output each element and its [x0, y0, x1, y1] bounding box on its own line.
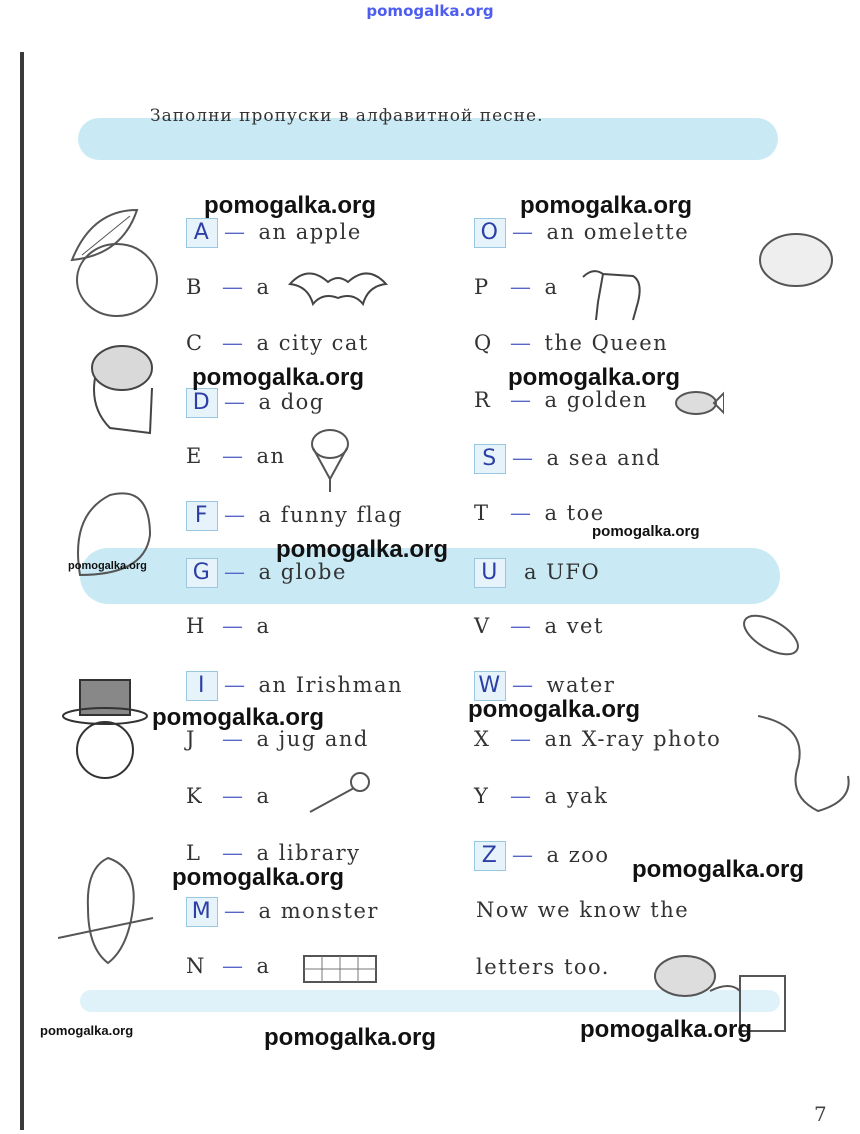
row-dash: —: [510, 784, 533, 808]
exercise-title: Заполни пропуски в алфавитной песне.: [150, 106, 544, 126]
watermark: pomogalka.org: [264, 1024, 437, 1051]
filled-letter-box[interactable]: I: [186, 671, 218, 701]
apple-illustration: [62, 200, 162, 320]
closing-line-2: letters too.: [476, 955, 610, 979]
row-text: a UFO: [524, 559, 601, 584]
row-letter: K: [186, 784, 204, 808]
row-text: a zoo: [546, 842, 610, 867]
row-letter: C: [186, 331, 204, 356]
row-dash: —: [222, 784, 245, 808]
row-letter: B: [186, 274, 203, 299]
alphabet-row: [186, 841, 361, 865]
alphabet-row: [474, 331, 668, 355]
row-text: a yak: [544, 784, 609, 808]
watermark: pomogalka.org: [276, 536, 449, 563]
key-illustration: [300, 770, 380, 820]
row-text: water: [546, 672, 616, 697]
filled-letter-box[interactable]: A: [186, 218, 218, 248]
alphabet-row: [186, 501, 403, 531]
watermark: pomogalka.org: [580, 1016, 753, 1043]
alphabet-row: [474, 614, 604, 638]
alphabet-row: [474, 558, 600, 588]
watermark: pomogalka.org: [508, 364, 681, 391]
alphabet-row: [474, 501, 605, 525]
row-text: an X-ray photo: [544, 727, 722, 752]
row-dash: —: [510, 387, 533, 412]
ice-cream-illustration: [305, 424, 355, 494]
water-splash-illustration: [758, 706, 858, 816]
watermark: pomogalka.org: [68, 560, 147, 572]
row-dash: —: [222, 840, 245, 865]
row-dash: —: [224, 899, 247, 924]
watermark: pomogalka.org: [204, 192, 377, 219]
alphabet-row: [474, 727, 721, 751]
row-text: a city cat: [256, 331, 369, 356]
filled-letter-box[interactable]: F: [186, 501, 218, 531]
row-dash: —: [222, 444, 245, 469]
closing-line-1: Now we know the: [476, 898, 690, 922]
row-text: a globe: [258, 559, 347, 584]
row-letter: T: [474, 501, 490, 525]
row-text: a funny flag: [258, 503, 404, 527]
row-dash: —: [512, 672, 535, 697]
row-letter: Y: [474, 784, 490, 808]
row-text: a: [256, 274, 271, 299]
row-text: an apple: [258, 220, 362, 244]
fish-illustration: [674, 388, 724, 418]
filled-letter-box[interactable]: O: [474, 218, 506, 248]
filled-letter-box[interactable]: S: [474, 444, 506, 474]
alphabet-row: [474, 218, 689, 248]
alphabet-row: [186, 784, 271, 808]
watermark: pomogalka.org: [632, 856, 805, 883]
row-letter: X: [474, 727, 491, 752]
watermark: pomogalka.org: [152, 704, 325, 731]
leprechaun-illustration: [55, 640, 155, 810]
row-dash: —: [224, 559, 247, 584]
alphabet-row: [186, 671, 403, 701]
filled-letter-box[interactable]: G: [186, 558, 218, 588]
row-dash: —: [510, 727, 533, 752]
filled-letter-box[interactable]: M: [186, 897, 218, 927]
row-text: a monster: [258, 899, 379, 924]
row-text: a jug and: [256, 727, 369, 752]
row-dash: —: [224, 503, 247, 527]
row-dash: —: [224, 220, 247, 244]
alphabet-row: [474, 784, 608, 808]
row-dash: —: [510, 331, 533, 356]
row-letter: R: [474, 387, 492, 412]
row-text: a: [256, 784, 271, 808]
site-watermark-top: pomogalka.org: [366, 2, 494, 20]
page-number: 7: [814, 1102, 827, 1126]
row-text: the Queen: [544, 331, 669, 356]
alphabet-row: [474, 275, 559, 299]
alphabet-row: [186, 444, 286, 468]
row-text: a library: [256, 840, 361, 865]
bat-illustration: [288, 264, 388, 314]
alphabet-row: [474, 444, 661, 474]
filled-letter-box[interactable]: Z: [474, 841, 506, 871]
row-text: a toe: [544, 501, 605, 525]
net-illustration: [300, 952, 380, 986]
filled-letter-box[interactable]: D: [186, 388, 218, 418]
row-dash: —: [222, 614, 245, 639]
row-text: a: [256, 953, 271, 978]
alphabet-row: [186, 388, 325, 418]
omelette-illustration: [756, 222, 836, 292]
row-letter: E: [186, 444, 203, 469]
row-text: a: [256, 614, 271, 639]
row-letter: P: [474, 274, 490, 299]
alphabet-row: [186, 954, 271, 978]
row-dash: —: [224, 389, 247, 414]
row-letter: L: [186, 840, 202, 865]
row-text: a: [544, 274, 559, 299]
row-text: an Irishman: [258, 672, 404, 697]
row-text: a dog: [258, 389, 325, 414]
row-text: a sea and: [546, 446, 662, 471]
alphabet-row: [186, 218, 362, 248]
alphabet-row: [186, 614, 271, 638]
row-dash: —: [512, 220, 535, 244]
alphabet-row: [186, 275, 271, 299]
row-dash: —: [512, 842, 535, 867]
row-dash: —: [224, 672, 247, 697]
watermark: pomogalka.org: [520, 192, 693, 219]
filled-letter-box[interactable]: W: [474, 671, 506, 701]
alphabet-row: [474, 841, 610, 871]
watermark: pomogalka.org: [468, 696, 641, 723]
row-dash: —: [510, 614, 533, 639]
alphabet-row: [186, 331, 369, 355]
row-text: an omelette: [546, 220, 690, 244]
row-text: a golden: [544, 387, 648, 412]
watermark: pomogalka.org: [192, 364, 365, 391]
horse-illustration: [578, 262, 648, 322]
row-dash: —: [510, 274, 533, 299]
monster-illustration: [58, 848, 158, 968]
watermark: pomogalka.org: [592, 523, 700, 540]
row-dash: —: [512, 446, 535, 471]
ufo-illustration: [736, 600, 806, 670]
row-letter: Q: [474, 331, 493, 356]
alphabet-row: [186, 897, 379, 927]
row-letter: V: [474, 614, 491, 639]
row-dash: —: [222, 331, 245, 356]
row-dash: —: [510, 501, 533, 525]
dog-illustration: [80, 338, 160, 438]
row-dash: —: [222, 953, 245, 978]
watermark: pomogalka.org: [40, 1023, 134, 1038]
watermark: pomogalka.org: [172, 864, 345, 891]
row-text: a vet: [544, 614, 604, 639]
row-text: an: [256, 444, 286, 469]
row-dash: —: [222, 727, 245, 752]
row-dash: —: [222, 274, 245, 299]
row-letter: H: [186, 614, 206, 639]
row-letter: N: [186, 953, 206, 978]
filled-letter-box[interactable]: U: [474, 558, 506, 588]
page-edge: [20, 52, 24, 1130]
row-letter: J: [186, 727, 196, 752]
